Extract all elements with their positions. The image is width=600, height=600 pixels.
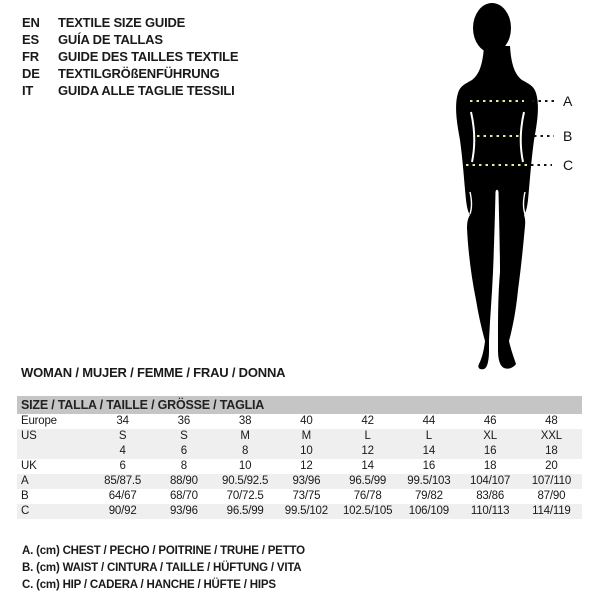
table-row xyxy=(17,504,582,519)
language-row xyxy=(22,31,238,48)
size-cell: L xyxy=(425,430,432,442)
measure-label-hip: C xyxy=(563,157,574,173)
size-table xyxy=(17,396,582,519)
size-cell: 70/72.5 xyxy=(226,490,264,502)
size-cell: 68/70 xyxy=(169,490,198,502)
size-cell: 85/87.5 xyxy=(104,475,142,487)
size-cell: 46 xyxy=(483,415,497,427)
language-label: TEXTILE SIZE GUIDE xyxy=(58,15,186,30)
table-row xyxy=(17,414,582,429)
size-cell: 12 xyxy=(361,445,374,457)
language-code: FR xyxy=(22,49,39,64)
size-cell: XXL xyxy=(540,430,562,442)
language-label: GUIDA ALLE TAGLIE TESSILI xyxy=(58,83,235,98)
size-cell: 38 xyxy=(238,415,252,427)
language-label: GUÍA DE TALLAS xyxy=(58,32,163,47)
size-cell: 99.5/102 xyxy=(284,505,328,517)
size-cell: 83/86 xyxy=(476,490,505,502)
size-cell: 18 xyxy=(483,460,497,472)
size-cell: 76/78 xyxy=(353,490,382,502)
size-cell: 110/113 xyxy=(470,505,510,517)
section-heading-woman: WOMAN / MUJER / FEMME / FRAU / DONNA xyxy=(21,365,286,380)
size-cell: 73/75 xyxy=(292,490,321,502)
size-cell: S xyxy=(180,430,188,442)
size-cell: 106/109 xyxy=(408,505,449,517)
size-table-body xyxy=(17,414,582,519)
language-row xyxy=(22,48,238,65)
size-cell: 42 xyxy=(361,415,374,427)
size-cell: 6 xyxy=(180,445,187,457)
size-cell: 114/119 xyxy=(532,505,571,517)
size-cell: 40 xyxy=(300,415,313,427)
size-cell: 16 xyxy=(483,445,497,457)
language-row xyxy=(22,82,238,99)
row-label: UK xyxy=(21,460,37,472)
size-cell: M xyxy=(301,430,312,442)
size-cell: 44 xyxy=(422,415,436,427)
size-cell: 6 xyxy=(119,460,126,472)
row-label: A xyxy=(21,475,29,487)
language-code: EN xyxy=(22,15,40,30)
size-cell: 18 xyxy=(545,445,558,457)
size-cell: 20 xyxy=(545,460,558,472)
measure-label-chest: A xyxy=(563,93,573,109)
language-label: TEXTILGRÖßENFÜHRUNG xyxy=(58,66,220,81)
row-label: C xyxy=(21,505,30,517)
size-cell: 12 xyxy=(300,460,313,472)
size-cell: 34 xyxy=(116,415,129,427)
size-cell: 64/67 xyxy=(108,490,137,502)
language-row xyxy=(22,14,238,31)
language-code: ES xyxy=(22,32,39,47)
legend-item: B. (cm) WAIST / CINTURA / TAILLE / HÜFTUNG / VITA xyxy=(22,562,302,574)
size-cell: 104/107 xyxy=(470,475,511,487)
size-cell: 93/96 xyxy=(292,475,321,487)
table-row xyxy=(17,429,582,444)
table-row xyxy=(17,459,582,474)
size-cell: 79/82 xyxy=(414,490,443,502)
language-guide-list xyxy=(22,14,238,99)
row-label: B xyxy=(21,490,29,502)
size-cell: L xyxy=(364,430,371,442)
size-cell: 10 xyxy=(238,460,252,472)
size-cell: 87/90 xyxy=(537,490,566,502)
size-cell: 96.5/99 xyxy=(349,475,387,487)
language-code: DE xyxy=(22,66,40,81)
size-cell: 99.5/103 xyxy=(407,475,451,487)
row-label xyxy=(17,444,92,459)
size-cell: 10 xyxy=(300,445,313,457)
row-label: US xyxy=(21,430,37,442)
language-row xyxy=(22,65,238,82)
measure-label-waist: B xyxy=(563,128,573,144)
size-cell: 14 xyxy=(361,460,374,472)
size-cell: S xyxy=(118,430,127,442)
size-cell: 14 xyxy=(422,445,436,457)
size-cell: 107/110 xyxy=(531,475,572,487)
size-cell: 48 xyxy=(545,415,558,427)
size-cell: 16 xyxy=(422,460,436,472)
size-cell: 4 xyxy=(119,445,126,457)
size-cell: 36 xyxy=(177,415,191,427)
woman-silhouette-icon xyxy=(420,0,580,380)
size-cell: 96.5/99 xyxy=(226,505,264,517)
size-cell: 102.5/105 xyxy=(342,505,393,517)
table-row xyxy=(17,474,582,489)
measure-legend xyxy=(22,543,305,594)
language-label: GUIDE DES TAILLES TEXTILE xyxy=(58,49,239,64)
size-cell: 8 xyxy=(242,445,249,457)
size-cell: 90/92 xyxy=(108,505,137,517)
size-table-header: SIZE / TALLA / TAILLE / GRÖSSE / TAGLIA xyxy=(17,396,582,414)
language-code: IT xyxy=(22,83,34,98)
row-label: Europe xyxy=(21,415,57,427)
legend-item: C. (cm) HIP / CADERA / HANCHE / HÜFTE / HIPS xyxy=(22,579,276,591)
size-cell: M xyxy=(240,430,250,442)
size-cell: 93/96 xyxy=(169,505,198,517)
legend-item: A. (cm) CHEST / PECHO / POITRINE / TRUHE / PETTO xyxy=(22,545,305,557)
size-cell: 88/90 xyxy=(169,475,198,487)
size-cell: 8 xyxy=(180,460,187,472)
table-row xyxy=(17,444,582,459)
size-cell: 90.5/92.5 xyxy=(222,475,269,487)
size-cell: XL xyxy=(483,430,497,442)
table-row xyxy=(17,489,582,504)
